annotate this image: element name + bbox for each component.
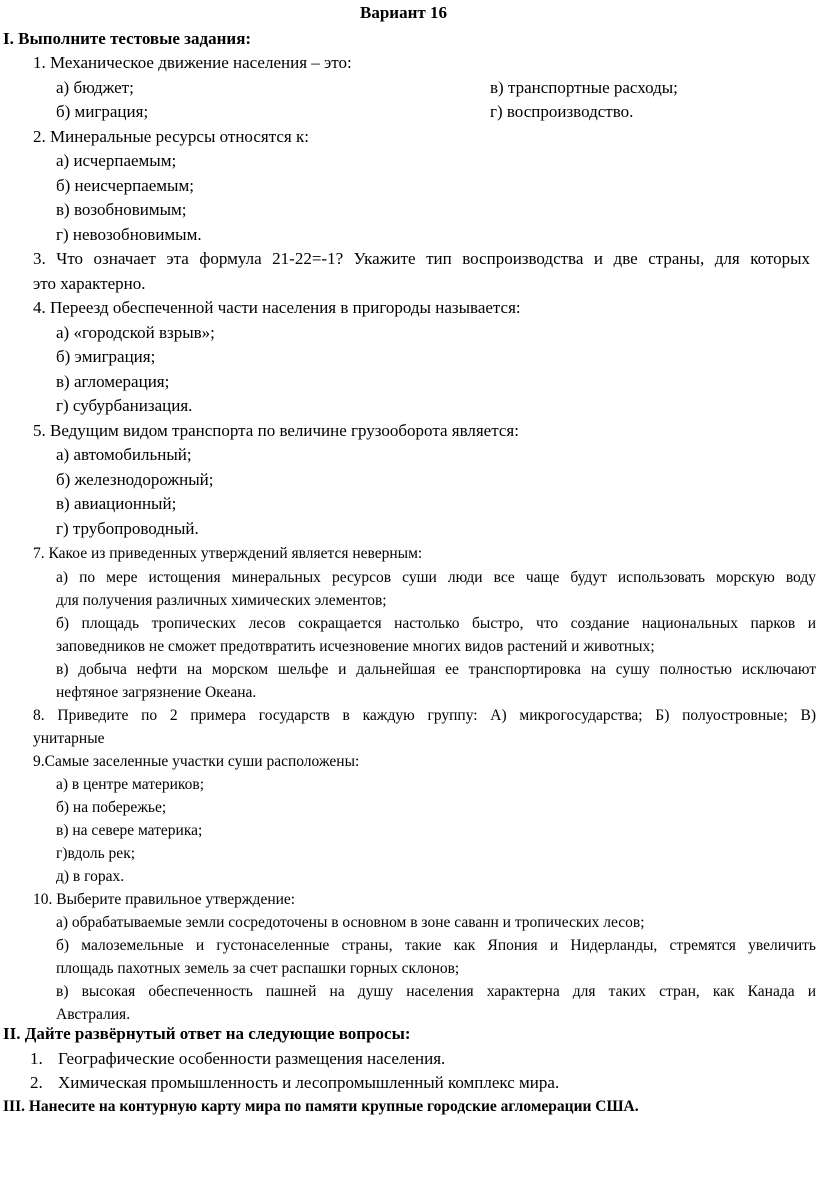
section2-item-1: Географические особенности размещения населения. <box>58 1049 446 1068</box>
q7-option-b-line2: заповедников не сможет предотвратить исчезновение многих видов растений и животных; <box>56 638 655 655</box>
q1-text: 1. Механическое движение населения – это: <box>33 53 352 72</box>
q10-option-b-line1: б) малоземельные и густонаселенные страны, такие как Япония и Нидерланды, стремятся увеличить <box>56 937 816 954</box>
q7-option-v-line1: в) добыча нефти на морском шельфе и дальнейшая ее транспортировка на сушу полностью исключают <box>56 661 816 678</box>
q4-text: 4. Переезд обеспеченной части населения в пригороды называется: <box>33 298 521 317</box>
q10-option-b-line2: площадь пахотных земель за счет распашки горных склонов; <box>56 960 460 977</box>
q10-option-v-line1: в) высокая обеспеченность пашней на душу населения характерна для таких стран, как Канада и <box>56 983 816 1000</box>
q4-option-a: а) «городской взрыв»; <box>56 323 215 342</box>
q10-option-v-line2: Австралия. <box>56 1006 131 1023</box>
q1-option-a: а) бюджет; <box>56 78 134 97</box>
q9-option-b: б) на побережье; <box>56 799 167 816</box>
q7-option-a-line2: для получения различных химических элементов; <box>56 592 387 609</box>
section2-item-1-number: 1. <box>30 1049 43 1068</box>
q3-line1: 3. Что означает эта формула 21-22=-1? Укажите тип воспроизводства и две страны, для которых <box>33 249 810 268</box>
q8-line2: унитарные <box>33 730 105 747</box>
q5-option-g: г) трубопроводный. <box>56 519 199 538</box>
q2-option-g: г) невозобновимым. <box>56 225 202 244</box>
q7-option-a-line1: а) по мере истощения минеральных ресурсов суши люди все чаще будут использовать морскую воду <box>56 569 816 586</box>
q9-option-d: д) в горах. <box>56 868 125 885</box>
q4-option-b: б) эмиграция; <box>56 347 156 366</box>
section2-heading: II. Дайте развёрнутый ответ на следующие вопросы: <box>3 1024 411 1043</box>
q1-option-g: г) воспроизводство. <box>490 102 634 121</box>
q3-line2: это характерно. <box>33 274 146 293</box>
q10-option-a: а) обрабатываемые земли сосредоточены в основном в зоне саванн и тропических лесов; <box>56 914 645 931</box>
q9-text: 9.Самые заселенные участки суши расположены: <box>33 753 360 770</box>
q9-option-g: г)вдоль рек; <box>56 845 136 862</box>
q2-text: 2. Минеральные ресурсы относятся к: <box>33 127 309 146</box>
q1-option-v: в) транспортные расходы; <box>490 78 678 97</box>
page-title: Вариант 16 <box>360 3 447 22</box>
section2-item-2: Химическая промышленность и лесопромышленный комплекс мира. <box>58 1073 560 1092</box>
q4-option-g: г) субурбанизация. <box>56 396 193 415</box>
section3-heading: III. Нанесите на контурную карту мира по памяти крупные городские агломерации США. <box>3 1098 639 1115</box>
q8-line1: 8. Приведите по 2 примера государств в каждую группу: А) микрогосударства; Б) полуостровные; В) <box>33 707 816 724</box>
q5-text: 5. Ведущим видом транспорта по величине грузооборота является: <box>33 421 519 440</box>
q4-option-v: в) агломерация; <box>56 372 170 391</box>
q5-option-b: б) железнодорожный; <box>56 470 214 489</box>
q7-option-v-line2: нефтяное загрязнение Океана. <box>56 684 257 701</box>
q5-option-a: а) автомобильный; <box>56 445 192 464</box>
q5-option-v: в) авиационный; <box>56 494 177 513</box>
q7-text: 7. Какое из приведенных утверждений является неверным: <box>33 545 423 562</box>
q2-option-b: б) неисчерпаемым; <box>56 176 194 195</box>
q1-option-b: б) миграция; <box>56 102 149 121</box>
q9-option-a: а) в центре материков; <box>56 776 205 793</box>
section2-item-2-number: 2. <box>30 1073 43 1092</box>
q7-option-b-line1: б) площадь тропических лесов сокращается настолько быстро, что создание национальных парков и <box>56 615 816 632</box>
q2-option-a: а) исчерпаемым; <box>56 151 177 170</box>
q2-option-v: в) возобновимым; <box>56 200 187 219</box>
section1-heading: I. Выполните тестовые задания: <box>3 29 252 48</box>
q9-option-v: в) на севере материка; <box>56 822 203 839</box>
q10-text: 10. Выберите правильное утверждение: <box>33 891 296 908</box>
